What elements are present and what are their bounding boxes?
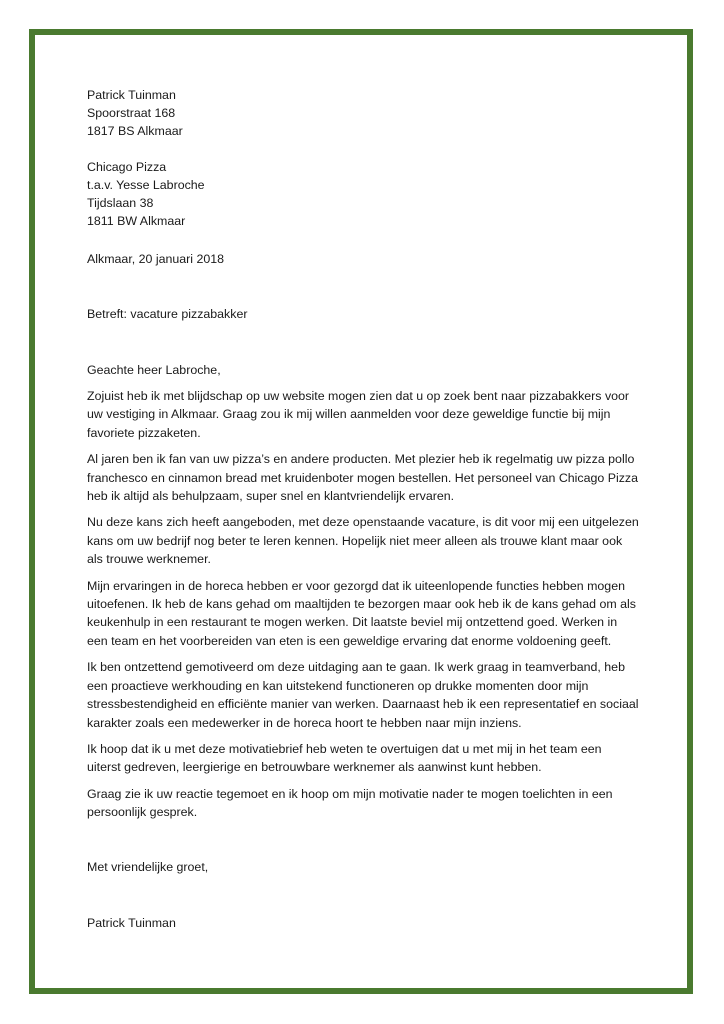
body-paragraph bbox=[87, 513, 647, 568]
paragraph-line: Mijn ervaringen in de horeca hebben er voor gezorgd dat ik uiteenlopende functies hebben mogen bbox=[87, 578, 625, 593]
body-paragraph bbox=[87, 740, 647, 777]
paragraph-line: een proactieve werkhouding en kan uitstekend functioneren op drukke momenten door mijn bbox=[87, 678, 589, 693]
paragraph-line: heb ik altijd als behulpzaam, super snel en klantvriendelijk ervaren. bbox=[87, 489, 455, 504]
body-paragraph bbox=[87, 658, 647, 732]
paragraph-line: een team en het voorbereiden van eten is een geweldige ervaring dat enorme voldoening geeft. bbox=[87, 633, 612, 648]
sender-street: Spoorstraat 168 bbox=[87, 106, 176, 120]
letter-date: Alkmaar, 20 januari 2018 bbox=[87, 252, 225, 266]
recipient-street: Tijdslaan 38 bbox=[87, 196, 154, 210]
recipient-city: 1811 BW Alkmaar bbox=[87, 214, 186, 228]
paragraph-line: stressbestendigheid en efficiënte manier van werken. Daarnaast heb ik een representatief en sociaal bbox=[87, 697, 639, 712]
paragraph-line: Nu deze kans zich heeft aangeboden, met deze openstaande vacature, is dit voor mij een uitgelezen bbox=[87, 515, 639, 530]
paragraph-line: keukenhulp in een restaurant te mogen werken. Dit laatste beviel mij ontzettend goed. Werken in bbox=[87, 615, 618, 630]
paragraph-line: kans om uw bedrijf nog beter te leren kennen. Hopelijk niet meer alleen als trouwe klant maar ook bbox=[87, 533, 623, 548]
paragraph-line: Ik ben ontzettend gemotiveerd om deze uitdaging aan te gaan. Ik werk graag in teamverband, heb bbox=[87, 660, 625, 675]
body-paragraph bbox=[87, 450, 647, 505]
body-paragraph bbox=[87, 785, 647, 822]
paragraph-line: Al jaren ben ik fan van uw pizza’s en andere producten. Met plezier heb ik regelmatig uw pizza pollo bbox=[87, 452, 635, 467]
paragraph-line: uitoefenen. Ik heb de kans gehad om maaltijden te bezorgen maar ook heb ik de kans gehad om als bbox=[87, 597, 636, 612]
salutation: Geachte heer Labroche, bbox=[87, 363, 221, 377]
paragraph-line: Zojuist heb ik met blijdschap op uw website mogen zien dat u op zoek bent naar pizzabakkers voor bbox=[87, 389, 630, 403]
sender-name: Patrick Tuinman bbox=[87, 88, 176, 102]
letter bbox=[87, 86, 647, 932]
paragraph-line: franchesco en cinnamon bread met kruidenboter mogen bestellen. Het personeel van Chicago Pizza bbox=[87, 470, 639, 485]
body-paragraph bbox=[87, 577, 647, 651]
sender-city: 1817 BS Alkmaar bbox=[87, 124, 183, 138]
letter-subject: Betreft: vacature pizzabakker bbox=[87, 307, 248, 321]
paragraph-line: karakter zoals een medewerker in de horeca hoort te hebben naar mijn inziens. bbox=[87, 715, 522, 730]
paragraph-line: favoriete pizzaketen. bbox=[87, 425, 201, 440]
paragraph-line: uiterst gedreven, leergierige en betrouwbare werknemer als aanwinst kunt hebben. bbox=[87, 760, 542, 775]
paragraph-line: persoonlijk gesprek. bbox=[87, 805, 198, 820]
paragraph-line: uw vestiging in Alkmaar. Graag zou ik mij willen aanmelden voor deze geweldige functie bij mijn bbox=[87, 407, 611, 422]
recipient-attention: t.a.v. Yesse Labroche bbox=[87, 178, 205, 192]
signature: Patrick Tuinman bbox=[87, 915, 176, 930]
paragraph-line: Graag zie ik uw reactie tegemoet en ik hoop om mijn motivatie nader te mogen toelichten in een bbox=[87, 786, 613, 801]
sender-address bbox=[87, 86, 647, 140]
letter-body bbox=[87, 387, 647, 822]
recipient-address bbox=[87, 158, 647, 230]
closing: Met vriendelijke groet, bbox=[87, 859, 209, 874]
recipient-company: Chicago Pizza bbox=[87, 160, 167, 174]
paragraph-line: als trouwe werknemer. bbox=[87, 552, 211, 567]
paragraph-line: Ik hoop dat ik u met deze motivatiebrief heb weten te overtuigen dat u met mij in het team een bbox=[87, 741, 602, 756]
body-paragraph bbox=[87, 387, 647, 442]
